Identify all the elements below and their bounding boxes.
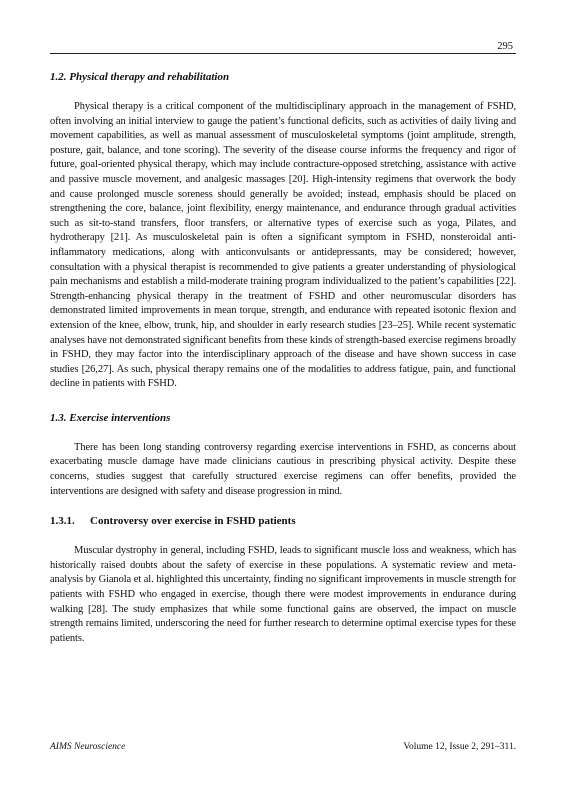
paragraph: Muscular dystrophy in general, including FSHD, leads to significant muscle loss and weakness, which has historically raised doubts about the safety of exercise in these populations. A systematic review and meta-analysis by Gianola et al. highlighted this uncertainty, finding no significant improvements in muscle strength for patients with FSHD who engaged in exercise, though there were modest improvements in endurance during walking [28]. The study emphasizes that while some functional gains are observed, the impact on muscle strength remains limited, underscoring the need for further research to determine optimal exercise types for these patients. — [50, 545, 516, 644]
main-content — [50, 66, 516, 646]
subsection-title: Controversy over exercise in FSHD patients — [90, 515, 296, 528]
section-heading: 1.3. Exercise interventions — [50, 411, 171, 424]
section-heading: 1.2. Physical therapy and rehabilitation — [50, 71, 230, 83]
paragraph: Physical therapy is a critical component of the multidisciplinary approach in the management of FSHD, often involving an initial interview to gauge the patient’s functional deficits, such as activities of daily living and movement capabilities, as well as manual assessment of musculoskeletal symptoms (joint amplitude, strength, posture, gait, balance, and tone scoring). The severity of the disease course informs the frequency and rigor of future, goal-oriented physical therapy, which may include contracture-opposed stretching, assistance with active and passive muscle movement, and analgesic massages [20]. High-intensity regimens that overwork the body and cause prolonged muscle soreness should generally be avoided; instead, emphasis should be placed on strengthening the core, balance, joint flexibility, energy maintenance, and endurance through gradual activities such as sit-to-stand transfers, floor transfers, or alternative types of exercise such as yoga, Pilates, and hydrotherapy [21]. As musculoskeletal pain is often a significant symptom in FSHD, nonsteroidal anti-inflammatory medications, along with anticonvulsants or antidepressants, may be considered; however, consultation with a physical therapist is recommended to give patients a greater understanding of physiological pain mechanisms and establish a mild-moderate training program individualized to the patient’s capabilities [22]. Strength-enhancing physical therapy in the treatment of FSHD and other neuromuscular disorders has demonstrated limited improvements in mean torque, strength, and endurance with repeated isotonic flexion and extension of the knee, elbow, trunk, hip, and shoulder in early research studies [23–25]. While recent systematic analyses have not demonstrated significant benefits from these kinds of strength-based exercise regimens broadly in FSHD, they may factor into the interdisciplinary approach of the disease and have shown success in case studies [26,27]. As such, physical therapy remains one of the modalities to address fatigue, pain, and functional decline in patients with FSHD. — [50, 101, 516, 390]
page-number: 295 — [497, 41, 513, 52]
paragraph: There has been long standing controversy regarding exercise interventions in FSHD, as concerns about exacerbating muscle damage have made clinicians cautious in prescribing physical activity. Despite these concerns, studies suggest that carefully structured exercise regimens can offer benefits, provided the interventions are designed with safety and disease progression in mind. — [50, 441, 516, 497]
volume-info: Volume 12, Issue 2, 291–311. — [403, 742, 516, 752]
subsection-heading — [50, 514, 516, 528]
page-footer — [50, 742, 516, 752]
subsection-number: 1.3.1. — [50, 515, 75, 528]
journal-name: AIMS Neuroscience — [50, 742, 126, 752]
header-rule — [50, 53, 516, 54]
